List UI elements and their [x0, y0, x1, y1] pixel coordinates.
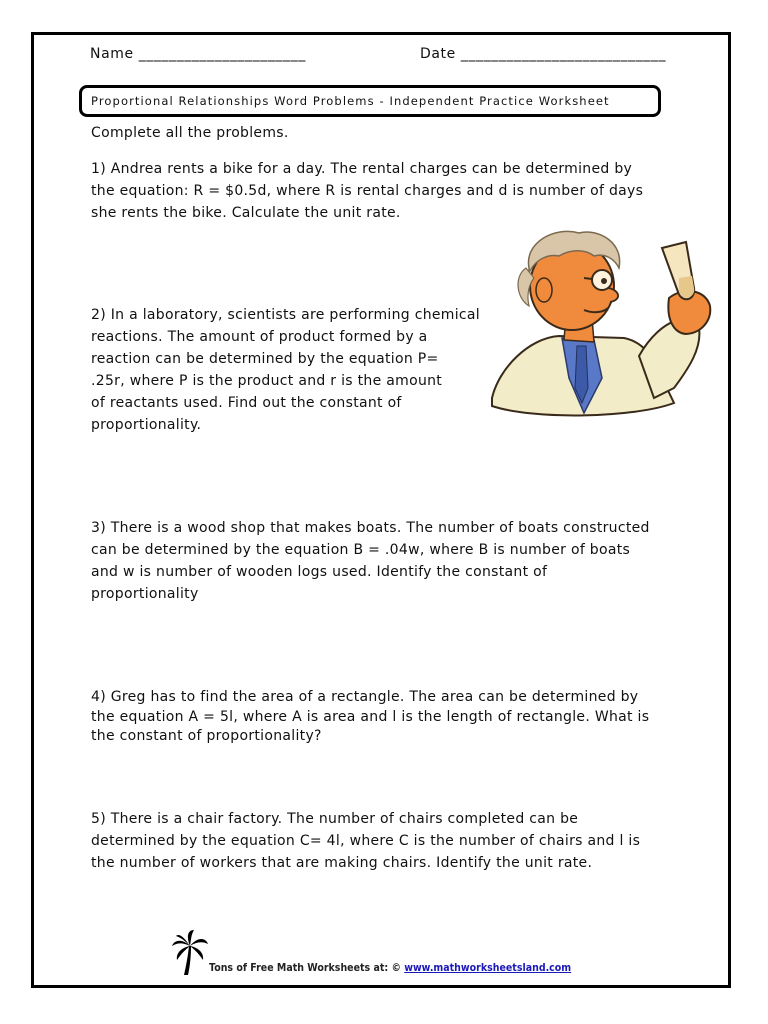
date-field: Date ___________________________: [420, 46, 667, 62]
problem-2-line-5: of reactants used. Find out the constant of: [91, 395, 402, 411]
problem-1-line-2: the equation: R = $0.5d, where R is rental charges and d is number of days: [91, 183, 644, 199]
problem-2-line-1: 2) In a laboratory, scientists are performing chemical: [91, 307, 480, 323]
problem-5-line-1: 5) There is a chair factory. The number of chairs completed can be: [91, 811, 579, 827]
problem-5: [91, 808, 640, 874]
worksheet-title: Proportional Relationships Word Problems - Independent Practice Worksheet: [91, 94, 610, 108]
problem-4-line-1: 4) Greg has to find the area of a rectangle. The area can be determined by: [91, 689, 639, 705]
name-field: Name ______________________: [90, 46, 306, 62]
footer-website-link[interactable]: www.mathworksheetsland.com: [404, 961, 572, 974]
problem-5-line-2: determined by the equation C= 4l, where C is the number of chairs and l is: [91, 833, 641, 849]
problem-3-line-1: 3) There is a wood shop that makes boats. The number of boats constructed: [91, 520, 650, 536]
footer-text: [209, 961, 571, 974]
problem-1-line-3: she rents the bike. Calculate the unit rate.: [91, 205, 401, 221]
problem-2-line-4: .25r, where P is the product and r is the amount: [91, 373, 443, 389]
problem-2-line-2: reactions. The amount of product formed by a: [91, 329, 428, 345]
palm-tree-icon: [172, 930, 208, 976]
problem-3: [91, 517, 650, 605]
problem-4-line-2: the equation A = 5l, where A is area and l is the length of rectangle. What is: [91, 708, 650, 725]
scientist-illustration: [474, 228, 726, 418]
problem-2-line-6: proportionality.: [91, 417, 202, 433]
footer-label: Tons of Free Math Worksheets at: ©: [209, 961, 401, 974]
problem-5-line-3: the number of workers that are making chairs. Identify the unit rate.: [91, 855, 593, 871]
problem-3-line-4: proportionality: [91, 586, 199, 602]
problem-2: [91, 304, 480, 436]
problem-2-line-3: reaction can be determined by the equation P=: [91, 351, 439, 367]
problem-3-line-3: and w is number of wooden logs used. Identify the constant of: [91, 564, 548, 580]
problem-4: [91, 688, 649, 747]
instructions: Complete all the problems.: [91, 125, 289, 141]
problem-3-line-2: can be determined by the equation B = .04w, where B is number of boats: [91, 542, 631, 558]
problem-1-line-1: 1) Andrea rents a bike for a day. The rental charges can be determined by: [91, 161, 633, 177]
problem-1: [91, 158, 643, 224]
problem-4-line-3: the constant of proportionality?: [91, 728, 322, 744]
